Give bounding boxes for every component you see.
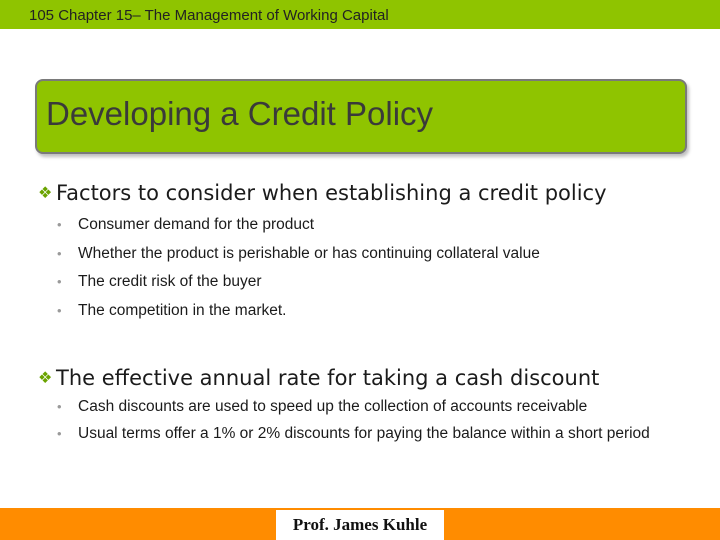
footer-bar: [0, 508, 720, 540]
list-item: [38, 421, 678, 445]
list-item: [38, 297, 607, 326]
diamond-bullet-icon: ❖: [38, 183, 53, 202]
section-heading: [38, 366, 678, 390]
list-item: [38, 211, 607, 240]
dot-bullet-icon: •: [57, 274, 62, 289]
list-item-text: Usual terms offer a 1% or 2% discounts for paying the balance within a short period: [78, 424, 650, 442]
dot-bullet-icon: •: [57, 425, 62, 441]
list-item-text: Whether the product is perishable or has continuing collateral value: [78, 244, 540, 262]
dot-bullet-icon: •: [57, 245, 62, 261]
list-item: [38, 394, 678, 421]
list-item: [38, 268, 607, 297]
slide-header-text: 105 Chapter 15– The Management of Working Capital: [29, 7, 389, 24]
footer-author: Prof. James Kuhle: [276, 510, 444, 540]
title-box: [35, 79, 687, 154]
section-cash-discount: [38, 366, 678, 445]
list-item: [38, 240, 607, 269]
list-item-text: The competition in the market.: [78, 301, 287, 319]
header-band: [0, 0, 720, 29]
bullet-list: [38, 211, 607, 325]
section-heading-text: Factors to consider when establishing a credit policy: [56, 181, 607, 205]
section-factors: [38, 181, 607, 325]
list-item-text: The credit risk of the buyer: [78, 273, 262, 290]
dot-bullet-icon: •: [57, 399, 62, 414]
bullet-list: [38, 394, 678, 445]
section-heading: [38, 181, 607, 205]
list-item-text: Consumer demand for the product: [78, 216, 315, 233]
list-item-text: Cash discounts are used to speed up the collection of accounts receivable: [78, 398, 588, 415]
dot-bullet-icon: •: [57, 302, 62, 318]
slide-title: Developing a Credit Policy: [46, 95, 434, 132]
section-heading-text: The effective annual rate for taking a cash discount: [56, 366, 600, 390]
dot-bullet-icon: •: [57, 217, 62, 232]
diamond-bullet-icon: ❖: [38, 368, 53, 387]
